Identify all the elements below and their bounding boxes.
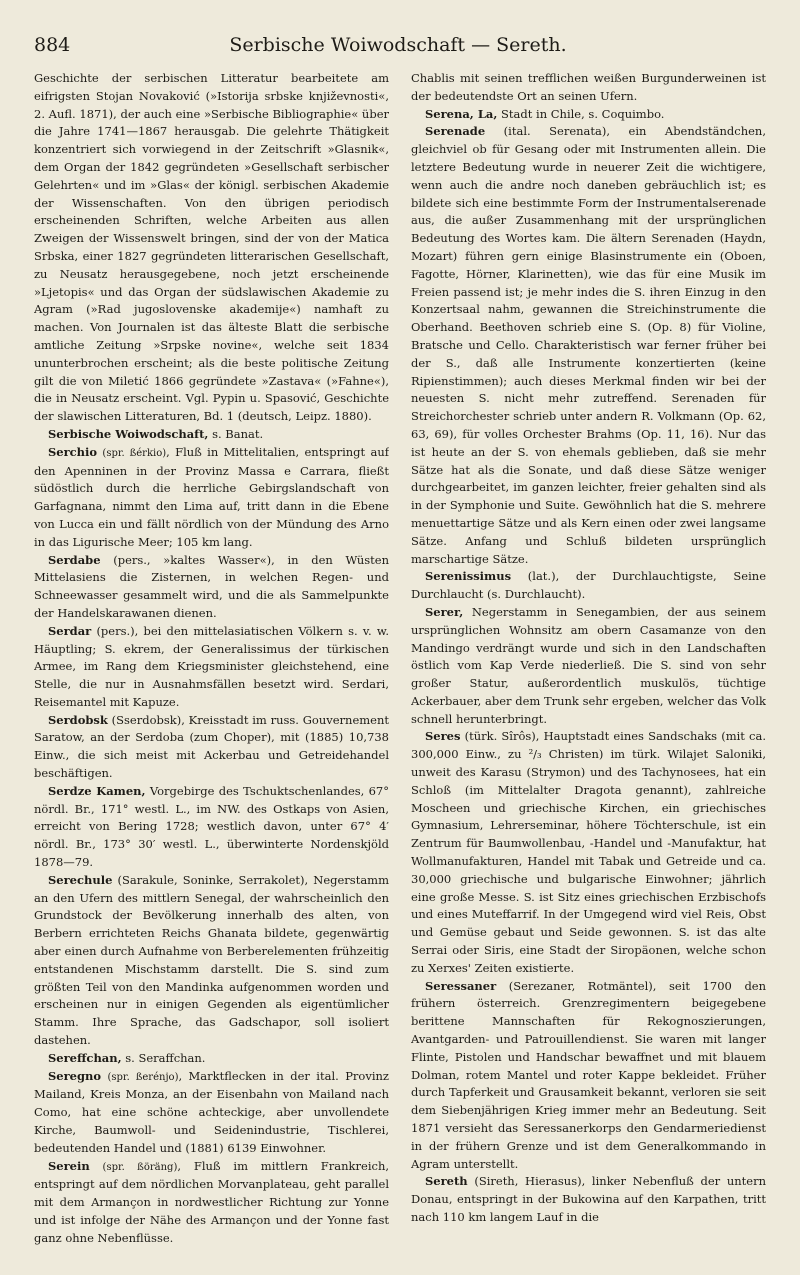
entry-text: (pers., »kaltes Wasser«), in den Wüsten Mittelasiens die Zisternen, in welchen Regen- und Schneewasser gesammelt wird, und die als Sammelpunkte der Handelskarawanen dienen. [34, 552, 389, 620]
entry-text: s. Seraffchan. [125, 1050, 206, 1065]
page-number: 884 [34, 34, 71, 56]
left-column [34, 70, 389, 1265]
entry-pronunciation: (spr. ßérkio) [102, 447, 167, 459]
dictionary-entry [34, 552, 389, 623]
entry-headword: Serdze Kamen, [48, 783, 146, 798]
dictionary-entry [34, 1158, 389, 1248]
entry-text: s. Banat. [212, 426, 264, 441]
entry-headword: Serbische Woiwodschaft, [48, 426, 209, 441]
entry-headword: Seressaner [425, 978, 497, 993]
dictionary-entry [34, 1068, 389, 1158]
entry-text: (ital. Serenata), ein Abendständchen, gleichviel ob für Gesang oder mit Instrumenten allein. Die letztere Bedeutung wurde in neuerer Zeit die wichtigere, wenn auch die andre noch daneben gebräuchlich ist; es bildete sich eine bestimmte Form der Instrumentalserenade aus, die außer Zusammenhang mit der ursprünglichen Bedeutung des Wortes kam. Die ältern Serenaden (Haydn, Mozart) führen gern einige Blasinstrumente ein (Oboen, Fagotte, Hörner, Klarinetten), wie das für eine Musik im Freien passend ist; je mehr indes die S. ihren Einzug in den Konzertsaal nahm, gewannen die Streichinstrumente die Oberhand. Beethoven schrieb eine S. (Op. 8) für Violine, Bratsche und Cello. Charakteristisch war ferner früher bei der S., daß alle Instrumente konzertierten (keine Ripienstimmen); auch dieses Merkmal finden wir bei der neuesten S. nicht mehr zutreffend. Serenaden für Streichorchester schrieb unter andern R. Volkmann (Op. 62, 63, 69), für volles Orchester Brahms (Op. 11, 16). Nur das ist heute an der S. von ehemals geblieben, daß sie mehr Sätze hat als die Sonate, und daß diese Sätze weniger durchgearbeitet, im ganzen leichter, freier gehalten sind als in der Symphonie und Suite. Gewöhnlich hat die S. mehrere menuettartige Sätze und als Kern einen oder zwei langsame Sätze. Anfang und Schluß bildeten ursprünglich marschartige Sätze. [411, 124, 766, 566]
dictionary-entry [411, 978, 766, 1174]
entry-text: , Fluß im mittlern Frankreich, entspringt auf dem nördlichen Morvanplateau, geht parallel mit dem Armançon in nordwestlicher Richtung zur Yonne und ist infolge der Nähe des Armançon und der Yonne fast ganz ohne Nebenflüsse. [34, 1158, 389, 1245]
entry-pronunciation: (spr. ßöräng) [102, 1161, 178, 1173]
dictionary-entry [411, 70, 766, 106]
entry-text: , Fluß in Mittelitalien, entspringt auf den Apenninen in der Provinz Massa e Carrara, fließt südöstlich durch die herrliche Gebirgslandschaft von Garfagnana, nimmt den Lima auf, tritt dann in die Ebene von Lucca ein und fällt nördlich von der Mündung des Arno in das Ligurische Meer; 105 km lang. [34, 444, 389, 549]
entry-text: (pers.), bei den mittelasiatischen Völkern s. v. w. Häuptling; S. ekrem, der Generalissimus der türkischen Armee, im Rang dem Kriegsminister gleichstehend, eine Stelle, die nur in Ausnahmsfällen besetzt wird. Serdari, Reisemantel mit Kapuze. [34, 623, 389, 709]
dictionary-entry [34, 712, 389, 783]
entry-text: , Marktflecken in der ital. Provinz Mailand, Kreis Monza, an der Eisenbahn von Mailand nach Como, hat eine schöne achteckige, aber unvollendete Kirche, Baumwoll- und Seidenindustrie, Tischlerei, bedeutenden Handel und (1881) 6139 Einwohner. [34, 1068, 389, 1155]
dictionary-entry [34, 1050, 389, 1068]
dictionary-entry [34, 426, 389, 444]
entry-text: (Serezaner, Rotmäntel), seit 1700 den frühern österreich. Grenzregimentern beigegebene berittene Mannschaften für Rekognoszierungen, Avantgarden- und Patrouillendienst. Sie waren mit langer Flinte, Pistolen und Handschar bewaffnet und mit blauem Dolman, rotem Mantel und roter Kappe bekleidet. Früher durch Tapferkeit und Grausamkeit bekannt, verloren sie seit dem Siebenjährigen Krieg immer mehr an Bedeutung. Seit 1871 versieht das Seressanerkorps den Gendarmeriedienst in der frühern Grenze und ist dem Generalkommando in Agram unterstellt. [411, 978, 766, 1171]
dictionary-entry [411, 106, 766, 124]
entry-text: (Sserdobsk), Kreisstadt im russ. Gouvernement Saratow, an der Serdoba (zum Choper), mit (1885) 10,738 Einw., die sich meist mit Ackerbau und Getreidehandel beschäftigen. [34, 712, 389, 781]
entry-text: Negerstamm in Senegambien, der aus seinem ursprünglichen Wohnsitz am obern Casamanze von den Mandingo verdrängt wurde und sich in den Landschaften östlich vom Kap Verde niederließ. Die S. sind von sehr großer Statur, außerordentlich muskulös, tüchtige Ackerbauer, aber dem Trunk sehr ergeben, welcher das Volk schnell herunterbringt. [411, 604, 766, 726]
entry-pronunciation: (spr. ßerénjo) [107, 1071, 179, 1083]
dictionary-entry [34, 444, 389, 552]
dictionary-entry [411, 568, 766, 604]
entry-headword: Serdobsk [48, 712, 108, 727]
entry-headword: Seregno [48, 1068, 102, 1083]
dictionary-entry [34, 623, 389, 712]
entry-headword: Serenissimus [425, 569, 512, 584]
entry-headword: Seres [425, 729, 461, 744]
dictionary-entry [411, 123, 766, 568]
entry-headword: Sereffchan, [48, 1050, 122, 1065]
entry-headword: Serein [48, 1158, 90, 1173]
entry-headword: Sereth [425, 1174, 468, 1189]
entry-text: (Sireth, Hierasus), linker Nebenfluß der untern Donau, entspringt in der Bukowina auf den Karpathen, tritt nach 110 km langem Lauf in die [411, 1174, 766, 1224]
entry-headword: Serenade [425, 124, 486, 139]
entry-headword: Serechule [48, 872, 113, 887]
entry-text: Stadt in Chile, s. Coquimbo. [501, 106, 665, 121]
entry-text: Geschichte der serbischen Litteratur bearbeitete am eifrigsten Stojan Novaković (»Istorija srbske književnosti«, 2. Aufl. 1871), der auch eine »Serbische Bibliographie« über die Jahre 1741—1867 herausgab. Die gelehrte Thätigkeit konzentriert sich vorwiegend in der Zeitschrift »Glasnik«, dem Organ der 1842 gegründeten »Gesellschaft serbischer Gelehrten« und im »Glas« der königl. serbischen Akademie der Wissenschaften. Von den übrigen periodisch erscheinenden Schriften, welche Arbeiten aus allen Zweigen der Wissenswelt bringen, sind der von der Matica Srbska, einer 1827 gegründeten litterarischen Gesellschaft, zu Neusatz herausgegebene, noch jetzt erscheinende »Ljetopis« und das Organ der südslawischen Akademie zu Agram (»Rad jugoslovenske akademije«) namhaft zu machen. Von Journalen ist das älteste Blatt die serbische amtliche Zeitung »Srpske novine«, welche seit 1834 ununterbrochen erscheint; als die beste politische Zeitung gilt die von Miletić 1866 gegründete »Zastava« (»Fahne«), die in Neusatz erscheint. Vgl. Pypin u. Spasović, Geschichte der slawischen Litteraturen, Bd. 1 (deutsch, Leipz. 1880). [34, 71, 389, 424]
entry-headword: Serdabe [48, 552, 101, 567]
page-header [34, 30, 762, 60]
entry-text: (türk. Sîrôs), Hauptstadt eines Sandschaks (mit ca. 300,000 Einw., zu ²/₃ Christen) im türk. Wilajet Saloniki, unweit des Karasu (Strymon) und des Tachynosees, hat ein Schloß (im Mittelalter Dragota genannt), zahlreiche Moscheen und griechische Kirchen, ein griechisches Gymnasium, Lehrerseminar, höhere Töchterschule, ist ein Zentrum für Baumwollenbau, -Handel und -Manufaktur, hat Wollmanufakturen, Handel mit Tabak und Getreide und ca. 30,000 griechische und bulgarische Einwohner; jährlich eine große Messe. S. ist Sitz eines griechischen Erzbischofs und eines Muteffarrif. In der Umgegend wird viel Reis, Obst und Gemüse gebaut und Seide gewonnen. S. ist das alte Serrai oder Siris, eine Stadt der Siropäonen, welche schon zu Xerxes' Zeiten existierte. [411, 729, 766, 975]
dictionary-entry [411, 728, 766, 977]
entry-text: Vorgebirge des Tschuktschenlandes, 67° nördl. Br., 171° westl. L., im NW. des Ostkaps von Asien, erreicht von Bering 1728; westlich davon, unter 67° 4′ nördl. Br., 173° 30′ westl. L., überwinterte Nordenskjöld 1878—79. [34, 783, 389, 870]
dictionary-entry [411, 604, 766, 729]
entry-headword: Serchio [48, 444, 98, 459]
dictionary-entry [34, 872, 389, 1050]
entry-headword: Serer, [425, 604, 464, 619]
entry-text: (Sarakule, Soninke, Serrakolet), Negerstamm an den Ufern des mittlern Senegal, der wahrscheinlich den Grundstock der Bevölkerung innerhalb des alten, von Berbern errichteten Reichs Ghanata bildete, gegenwärtig aber einen durch Aufnahme von Berberelementen frühzeitig entstandenen Mischstamm darstellt. Die S. sind zum größten Teil von den Mandinka aufgenommen worden und erscheinen nur in einigen Gegenden als eigentümlicher Stamm. Ihre Sprache, das Gadschapor, soll isoliert dastehen. [34, 872, 389, 1048]
dictionary-entry [34, 783, 389, 872]
entry-headword: Serdar [48, 623, 92, 638]
dictionary-entry [34, 70, 389, 426]
entry-headword: Serena, La, [425, 106, 498, 121]
running-head: Serbische Woiwodschaft — Sereth. [229, 34, 567, 56]
entry-text: Chablis mit seinen trefflichen weißen Burgunderweinen ist der bedeutendste Ort an seinen Ufern. [411, 71, 766, 103]
right-column [411, 70, 766, 1265]
dictionary-entry [411, 1173, 766, 1226]
entry-text: (lat.), der Durchlauchtigste, Seine Durchlaucht (s. Durchlaucht). [411, 569, 766, 602]
